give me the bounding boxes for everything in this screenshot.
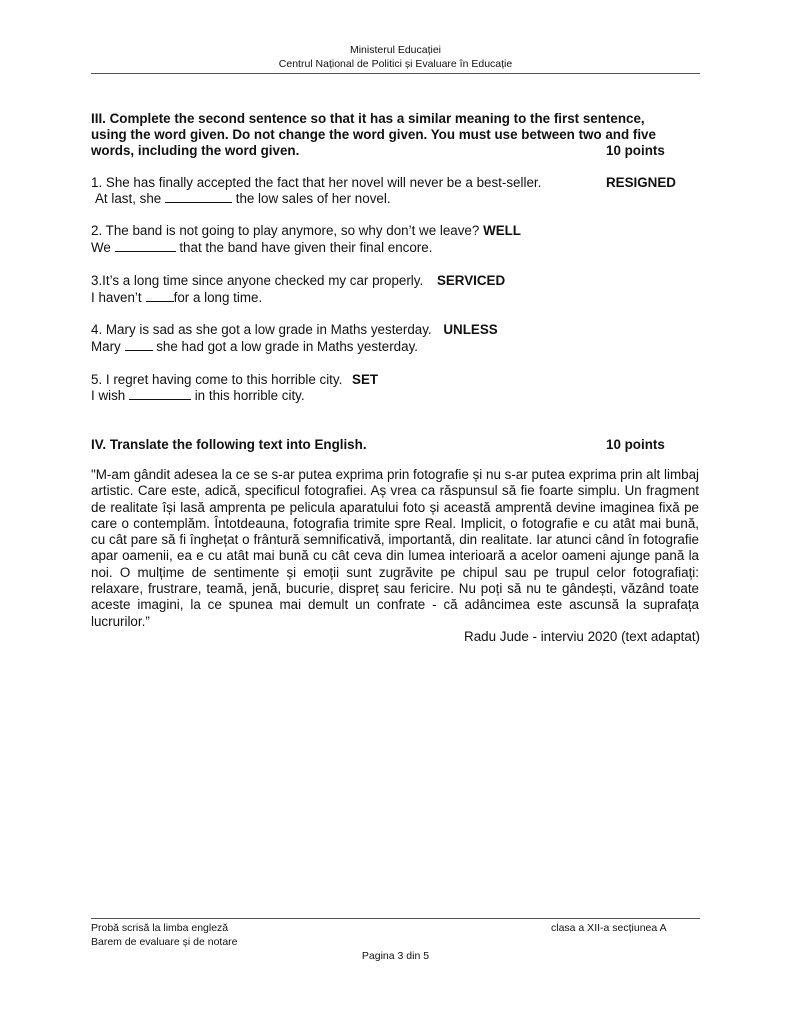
footer-exam-name: Probă scrisă la limba engleză xyxy=(91,922,229,934)
item1-sentence: 1. She has finally accepted the fact that her novel will never be a best-seller. xyxy=(91,175,542,190)
header-center: Centrul Național de Politici și Evaluare în Educație xyxy=(278,58,513,70)
header-ministry: Ministerul Educației xyxy=(349,44,442,56)
item2-answer-line xyxy=(91,240,432,257)
section3-points: 10 points xyxy=(606,143,665,158)
translation-attribution: Radu Jude - interviu 2020 (text adaptat) xyxy=(464,629,700,644)
footer-page-number: Pagina 3 din 5 xyxy=(361,950,430,962)
footer-class: clasa a XII-a secțiunea A xyxy=(551,922,667,934)
item3-sentence: 3.It’s a long time since anyone checked my car properly. xyxy=(91,273,424,288)
translation-text: "M-am gândit adesea la ce se s-ar putea exprima prin fotografie și nu s-ar putea exprima prin alt limbaj artistic. Care este, adică, specificul fotografiei. Aș vrea ca răspunsul să fie foarte simplu. Un fragment de realitate își lasă amprenta pe pelicula aparatului foto și această amprentă devine imaginea fixă pe care o contemplăm. Întotdeauna, fotografia trimite spre Real. Implicit, o fotografie e cu atât mai bună, cu cât pare să fi înghețat o frântură semnificativă, importantă, din realitate. Iar atunci când în fotografie apar oamenii, ea e cu atât mai bună cu cât ceva din lumea interioară a acelor oameni ajunge pană la noi. O mulțime de sentimente și emoții sunt zugrăvite pe chipul sau pe trupul celor fotografiați: relaxare, frustrare, teamă, jenă, bucurie, dispreț sau fericire. Nu poți să nu te gândești, văzând toate aceste imagini, la ce spunea mai demult un confrate - că adâncimea este ascunsă la suprafața lucrurilor.” xyxy=(91,467,699,629)
item4-sentence: 4. Mary is sad as she got a low grade in Maths yesterday. xyxy=(91,322,432,337)
item3-keyword: SERVICED xyxy=(436,273,506,288)
item5-answer-line xyxy=(91,388,305,405)
item5-keyword: SET xyxy=(352,372,379,387)
footer-barem: Barem de evaluare și de notare xyxy=(91,936,238,948)
item2-post: that the band have given their final encore. xyxy=(179,240,433,255)
item1-post: the low sales of her novel. xyxy=(235,191,391,206)
section4-points: 10 points xyxy=(606,437,665,452)
item4-post: she had got a low grade in Maths yesterday. xyxy=(156,339,418,354)
item3-line xyxy=(91,273,505,290)
item2-blank[interactable] xyxy=(115,240,176,252)
item3-pre: I haven’t xyxy=(91,290,142,305)
item5-post: in this horrible city. xyxy=(194,388,305,403)
item4-keyword: UNLESS xyxy=(443,322,498,337)
item1-keyword: RESIGNED xyxy=(606,175,676,190)
item1-blank[interactable] xyxy=(165,191,232,203)
item5-line xyxy=(91,372,378,389)
item2-line xyxy=(91,223,521,240)
item4-answer-line xyxy=(91,339,418,356)
item3-blank[interactable] xyxy=(146,290,174,302)
item4-line xyxy=(91,322,498,339)
section4-title: IV. Translate the following text into English. xyxy=(91,437,367,452)
item5-pre: I wish xyxy=(91,388,126,403)
item3-post: for a long time. xyxy=(173,290,263,305)
item1-answer-line xyxy=(95,191,391,208)
item2-sentence: 2. The band is not going to play anymore, so why don’t we leave? xyxy=(91,223,480,238)
item3-answer-line xyxy=(91,290,262,307)
header-divider xyxy=(91,73,700,74)
item1-pre: At last, she xyxy=(95,191,162,206)
item5-sentence: 5. I regret having come to this horrible city. xyxy=(91,372,343,387)
item4-blank[interactable] xyxy=(125,339,153,351)
item2-keyword: WELL xyxy=(483,223,521,238)
footer-divider xyxy=(91,918,700,919)
item2-pre: We xyxy=(91,240,111,255)
item5-blank[interactable] xyxy=(129,388,191,400)
section3-title-line3: words, including the word given. xyxy=(91,143,300,158)
section3-title-line1: III. Complete the second sentence so that it has a similar meaning to the first sentence, xyxy=(91,111,645,126)
item4-pre: Mary xyxy=(91,339,121,354)
section3-title-line2: using the word given. Do not change the word given. You must use between two and five xyxy=(91,127,656,142)
